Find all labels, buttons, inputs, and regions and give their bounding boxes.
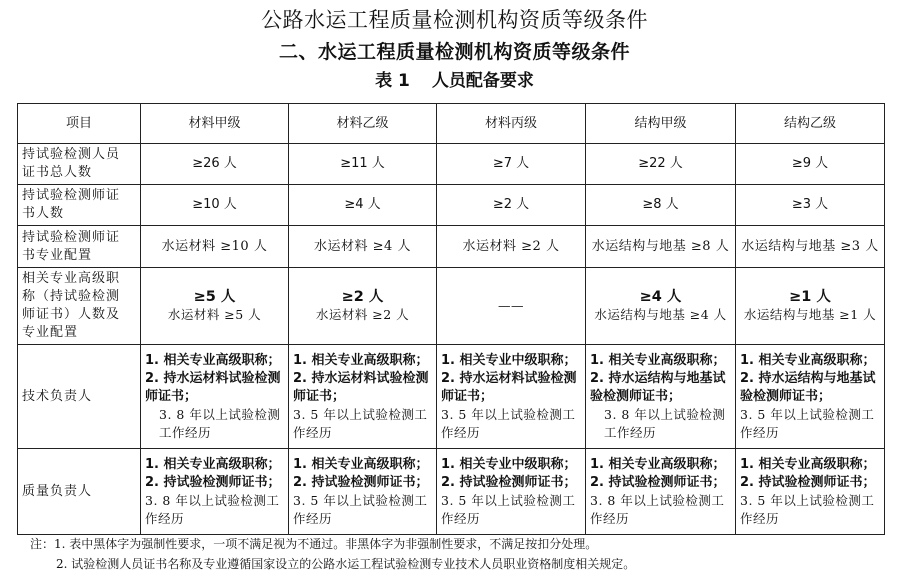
table-cell [586, 268, 736, 345]
table-caption [0, 66, 909, 91]
table-cell [289, 268, 437, 345]
cell-main-value: —— [498, 298, 524, 313]
header-structure-a: 结构甲级 [586, 104, 736, 144]
header-material-a: 材料甲级 [141, 104, 289, 144]
row-label: 技术负责人 [18, 345, 141, 449]
cell-main-value: ≥2 人 [341, 289, 384, 305]
requirement-line: 3. 8 年以上试验检测工作经历 [159, 406, 281, 440]
row-label [18, 226, 141, 268]
table-cell: ≥2 人 [437, 185, 586, 226]
cell-sub-value: 水运材料 ≥2 人 [315, 307, 410, 322]
table-cell [141, 449, 289, 535]
row-label [18, 185, 141, 226]
requirement-line: 3. 8 年以上试验检测工作经历 [145, 492, 280, 526]
requirement-line: 1. 相关专业高级职称； [590, 352, 726, 368]
row-label-line: 持试验检测人员 [22, 147, 121, 162]
header-structure-b: 结构乙级 [736, 104, 885, 144]
table-cell: ≥26 人 [141, 144, 289, 185]
document-title: 公路水运工程质量检测机构资质等级条件 [261, 8, 648, 32]
table-cell: 水运材料 ≥4 人 [289, 226, 437, 268]
note-line-1: 注：1. 表中黑体字为强制性要求，一项不满足视为不通过。非黑体字为非强制性要求，不满足按扣分处理。 [30, 537, 598, 551]
requirement-line: 1. 相关专业高级职称； [740, 352, 876, 368]
requirement-line: 1. 相关专业高级职称； [145, 352, 281, 368]
cell-sub-value: 水运结构与地基 ≥1 人 [743, 307, 877, 322]
table-row [18, 144, 885, 185]
requirement-line: 1. 相关专业高级职称； [740, 456, 876, 472]
requirement-line: 1. 相关专业高级职称； [293, 352, 429, 368]
requirement-line: 2. 持试验检测师证书； [740, 474, 876, 490]
cell-sub-value: 水运材料 ≥5 人 [167, 307, 262, 322]
table-cell: 水运结构与地基 ≥8 人 [586, 226, 736, 268]
requirement-line: 2. 持水运材料试验检测师证书； [293, 370, 429, 404]
table-header-row [18, 104, 885, 144]
table-cell: ≥22 人 [586, 144, 736, 185]
requirement-line: 3. 8 年以上试验检测工作经历 [604, 406, 726, 440]
requirement-line: 3. 5 年以上试验检测工作经历 [293, 492, 428, 526]
table-cell: ≥11 人 [289, 144, 437, 185]
note-line-2: 2. 试验检测人员证书名称及专业遵循国家设立的公路水运工程试验检测专业技术人员职业资格制度相关规定。 [56, 557, 636, 571]
section-subtitle: 二、水运工程质量检测机构资质等级条件 [278, 41, 630, 63]
requirement-line: 3. 5 年以上试验检测工作经历 [293, 406, 428, 440]
row-label-line: 书专业配置 [22, 247, 93, 263]
table-cell: ≥3 人 [736, 185, 885, 226]
requirement-line: 1. 相关专业中级职称； [441, 456, 577, 472]
table-cell: ≥7 人 [437, 144, 586, 185]
requirement-line: 3. 8 年以上试验检测工作经历 [590, 492, 725, 526]
table-cell [586, 449, 736, 535]
requirement-line: 1. 相关专业中级职称； [441, 352, 577, 368]
header-material-c: 材料丙级 [437, 104, 586, 144]
cell-main-value: ≥1 人 [789, 289, 831, 305]
table-cell [437, 268, 586, 345]
row-label: 质量负责人 [18, 449, 141, 535]
table-cell [437, 345, 586, 449]
requirement-line: 1. 相关专业高级职称； [293, 456, 429, 472]
table-cell [141, 268, 289, 345]
table-cell [736, 449, 885, 535]
requirement-line: 2. 持试验检测师证书； [590, 474, 726, 490]
table-cell: 水运材料 ≥2 人 [437, 226, 586, 268]
table-cell [586, 345, 736, 449]
table-title: 人员配备要求 [431, 71, 534, 91]
table-cell: 水运结构与地基 ≥3 人 [736, 226, 885, 268]
cell-main-value: ≥4 人 [639, 289, 682, 305]
table-row [18, 449, 885, 535]
row-label-line: 书人数 [22, 206, 65, 221]
requirement-line: 2. 持试验检测师证书； [441, 474, 577, 490]
table-cell [736, 345, 885, 449]
table-notes [30, 534, 890, 574]
requirement-line: 1. 相关专业高级职称； [590, 456, 726, 472]
table-cell [736, 268, 885, 345]
table-cell [141, 345, 289, 449]
requirement-line: 2. 持试验检测师证书； [293, 474, 429, 490]
table-row [18, 268, 885, 345]
row-label-line: 相关专业高级职 [22, 271, 121, 286]
row-label-line: 持试验检测师证 [22, 188, 121, 203]
row-label-line: 师证书）人数及 [22, 307, 121, 322]
requirement-line: 3. 5 年以上试验检测工作经历 [441, 492, 576, 526]
table-cell: 水运材料 ≥10 人 [141, 226, 289, 268]
table-row [18, 345, 885, 449]
cell-main-value: ≥5 人 [193, 289, 236, 305]
personnel-requirements-table [17, 103, 885, 535]
table-cell [289, 449, 437, 535]
requirement-line: 2. 持水运材料试验检测师证书； [145, 370, 281, 404]
requirement-line: 3. 5 年以上试验检测工作经历 [740, 492, 875, 526]
table-cell: ≥8 人 [586, 185, 736, 226]
requirement-line: 1. 相关专业高级职称； [145, 456, 281, 472]
row-label-line: 称（持试验检测 [22, 289, 121, 304]
header-material-b: 材料乙级 [289, 104, 437, 144]
row-label-line: 专业配置 [22, 325, 79, 340]
table-cell [289, 345, 437, 449]
cell-sub-value: 水运结构与地基 ≥4 人 [594, 307, 727, 322]
table-row [18, 226, 885, 268]
table-number: 表 1 [375, 71, 410, 91]
row-label [18, 268, 141, 345]
requirement-line: 2. 持水运材料试验检测师证书； [441, 370, 577, 404]
requirement-line: 2. 持水运结构与地基试验检测师证书； [740, 370, 876, 404]
requirement-line: 2. 持试验检测师证书； [145, 474, 281, 490]
table-cell: ≥9 人 [736, 144, 885, 185]
requirement-line: 3. 5 年以上试验检测工作经历 [740, 406, 875, 440]
table-row [18, 185, 885, 226]
table-cell: ≥4 人 [289, 185, 437, 226]
header-item: 项目 [18, 104, 141, 144]
requirement-line: 3. 5 年以上试验检测工作经历 [441, 406, 576, 440]
row-label-line: 证书总人数 [22, 165, 93, 180]
table-cell: ≥10 人 [141, 185, 289, 226]
table-cell [437, 449, 586, 535]
row-label [18, 144, 141, 185]
row-label-line: 持试验检测师证 [22, 229, 121, 245]
requirement-line: 2. 持水运结构与地基试验检测师证书； [590, 370, 726, 404]
